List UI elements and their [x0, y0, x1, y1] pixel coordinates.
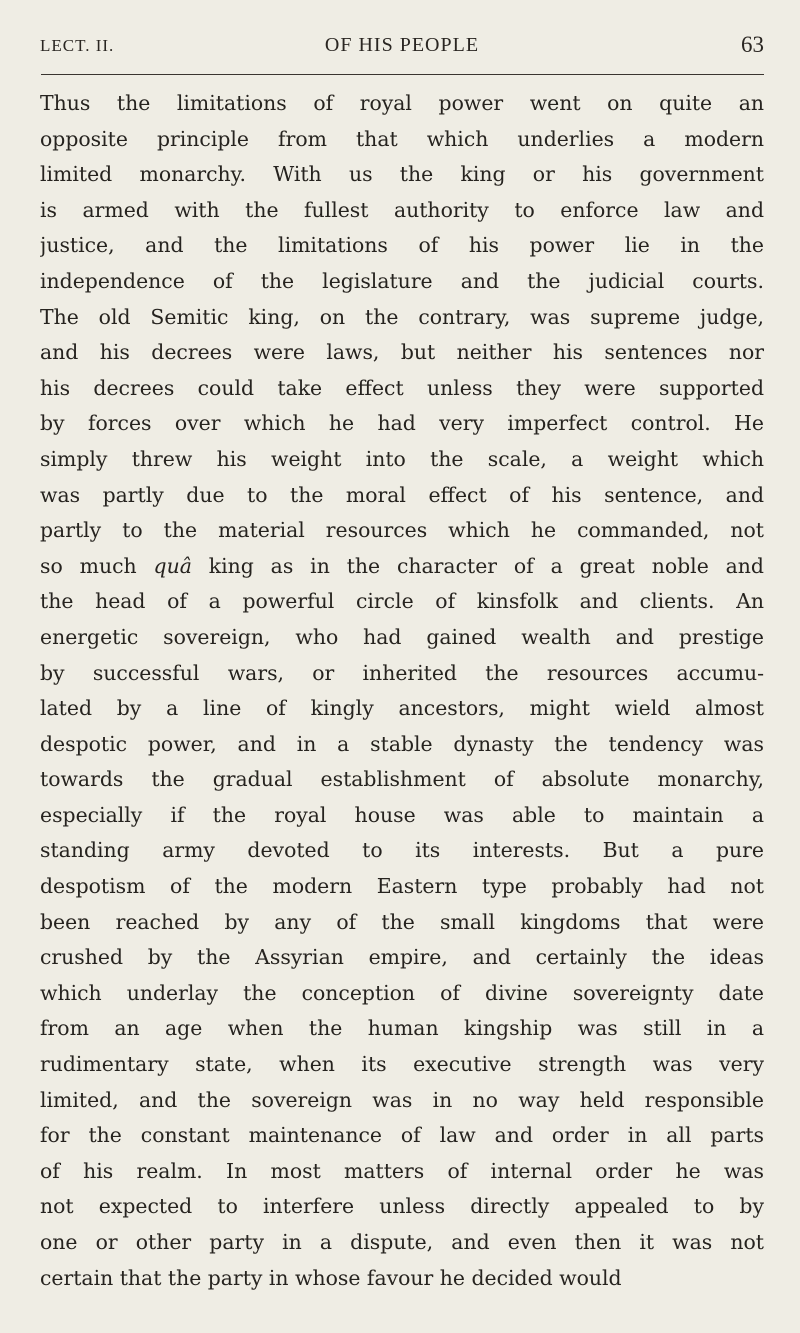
text-line: which underlay the conception of divine sovereignty date: [40, 980, 764, 1005]
text-line: despotic power, and in a stable dynasty the tendency was: [40, 731, 764, 756]
text-line: of his realm. In most matters of internal order he was: [40, 1158, 764, 1183]
text-line: was partly due to the moral effect of his sentence, and: [40, 482, 764, 507]
text-line: energetic sovereign, who had gained wealth and prestige: [40, 624, 764, 649]
text-line: justice, and the limitations of his power lie in the: [40, 233, 764, 258]
text-segment: king as in the character of a great noble and: [191, 553, 764, 578]
text-line: lated by a line of kingly ancestors, might wield almost: [40, 696, 764, 721]
text-line: crushed by the Assyrian empire, and certainly the ideas: [40, 945, 764, 970]
text-line: been reached by any of the small kingdoms that were: [40, 909, 764, 934]
text-line: certain that the party in whose favour he decided would: [40, 1265, 622, 1290]
text-line: Thus the limitations of royal power went on quite an: [40, 91, 764, 115]
text-line: for the constant maintenance of law and order in all parts: [40, 1123, 764, 1148]
text-line: especially if the royal house was able to maintain a: [40, 802, 764, 827]
text-line: simply threw his weight into the scale, a weight which: [40, 446, 764, 471]
text-line: [40, 549, 764, 585]
running-head: [40, 32, 764, 66]
text-segment: so much: [40, 553, 154, 578]
text-line: by successful wars, or inherited the resources accumu-: [40, 660, 764, 685]
text-line: The old Semitic king, on the contrary, was supreme judge,: [40, 304, 764, 329]
header-rule: [41, 74, 764, 75]
text-line: is armed with the fullest authority to enforce law and: [40, 197, 764, 222]
text-line: and his decrees were laws, but neither his sentences nor: [40, 340, 764, 365]
text-line: opposite principle from that which underlies a modern: [40, 126, 764, 151]
body-text: [40, 86, 764, 1296]
text-line: his decrees could take effect unless they were supported: [40, 375, 764, 400]
text-line: the head of a powerful circle of kinsfolk and clients. An: [40, 589, 764, 614]
text-line: independence of the legislature and the judicial courts.: [40, 268, 764, 293]
text-line: not expected to interfere unless directly appealed to by: [40, 1194, 764, 1219]
text-line: rudimentary state, when its executive strength was very: [40, 1052, 764, 1077]
text-line: towards the gradual establishment of absolute monarchy,: [40, 767, 764, 792]
text-line: one or other party in a dispute, and even then it was not: [40, 1230, 764, 1254]
text-line: limited monarchy. With us the king or his government: [40, 162, 764, 187]
italic-term: quâ: [153, 553, 192, 578]
text-line: despotism of the modern Eastern type probably had not: [40, 874, 764, 899]
page-number: 63: [741, 32, 764, 57]
text-line: by forces over which he had very imperfect control. He: [40, 411, 764, 436]
text-line: from an age when the human kingship was still in a: [40, 1016, 764, 1041]
text-line: limited, and the sovereign was in no way held responsible: [40, 1087, 764, 1112]
text-line: partly to the material resources which he commanded, not: [40, 518, 764, 543]
text-line: standing army devoted to its interests. But a pure: [40, 838, 764, 863]
lecture-label: LECT. II.: [40, 36, 115, 55]
chapter-title: OF HIS PEOPLE: [324, 34, 480, 56]
